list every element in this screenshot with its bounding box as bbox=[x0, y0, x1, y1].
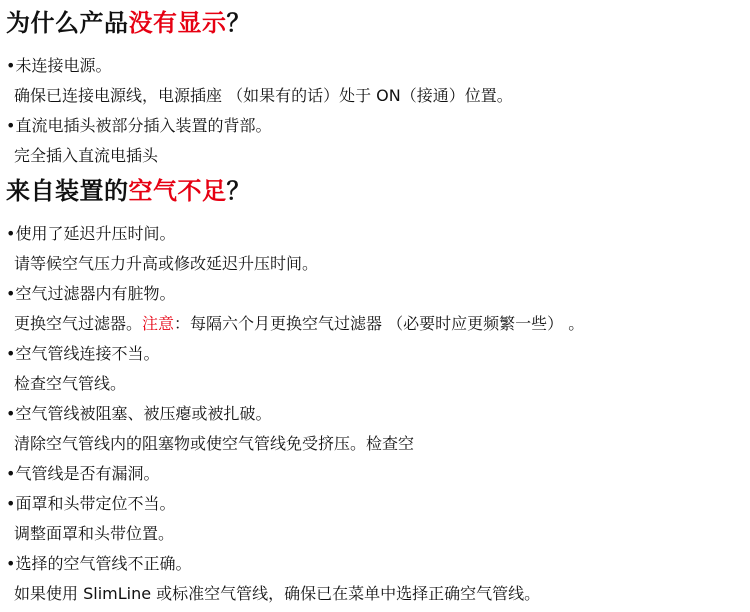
fix-text: 更换空气过滤器。 bbox=[14, 314, 143, 333]
heading-highlight: 空气不足 bbox=[128, 177, 227, 205]
heading-highlight: 没有显示 bbox=[128, 9, 227, 37]
cause-dirty-filter: •空气过滤器内有脏物。 bbox=[6, 284, 176, 303]
fix-mask-position: 调整面罩和头带位置。 bbox=[14, 524, 175, 543]
cause-tube-connection: •空气管线连接不当。 bbox=[6, 344, 160, 363]
cause-mask-position: •面罩和头带定位不当。 bbox=[6, 494, 176, 513]
cause-tube-blocked: •空气管线被阻塞、被压瘪或被扎破。 bbox=[6, 404, 272, 423]
heading-question-mark: ？ bbox=[226, 9, 251, 37]
fix-tube-connection: 检查空气管线。 bbox=[14, 374, 127, 393]
fix-dirty-filter bbox=[14, 313, 584, 335]
heading-text: 来自装置的 bbox=[6, 177, 129, 205]
fix-no-power: 确保已连接电源线，电源插座 （如果有的话）处于 ON（接通）位置。 bbox=[14, 86, 513, 105]
cause-dc-plug: •直流电插头被部分插入装置的背部。 bbox=[6, 116, 272, 135]
heading-question-mark: ？ bbox=[226, 177, 251, 205]
section-heading-insufficient-air bbox=[6, 176, 251, 206]
fix-text-continued: ：每隔六个月更换空气过滤器 （必要时应更频繁一些） 。 bbox=[174, 314, 585, 333]
cause-tube-leak: •气管线是否有漏洞。 bbox=[6, 464, 160, 483]
cause-wrong-tube: •选择的空气管线不正确。 bbox=[6, 554, 192, 573]
section-heading-no-display bbox=[6, 8, 251, 38]
fix-dc-plug: 完全插入直流电插头 bbox=[14, 146, 159, 165]
heading-text: 为什么产品 bbox=[6, 9, 129, 37]
note-label: 注意 bbox=[142, 314, 175, 333]
fix-tube-blocked: 清除空气管线内的阻塞物或使空气管线免受挤压。检查空 bbox=[14, 434, 415, 453]
cause-ramp-time: •使用了延迟升压时间。 bbox=[6, 224, 176, 243]
fix-ramp-time: 请等候空气压力升高或修改延迟升压时间。 bbox=[14, 254, 319, 273]
fix-wrong-tube: 如果使用 SlimLine 或标准空气管线，确保已在菜单中选择正确空气管线。 bbox=[14, 584, 541, 603]
cause-no-power: •未连接电源。 bbox=[6, 56, 112, 75]
